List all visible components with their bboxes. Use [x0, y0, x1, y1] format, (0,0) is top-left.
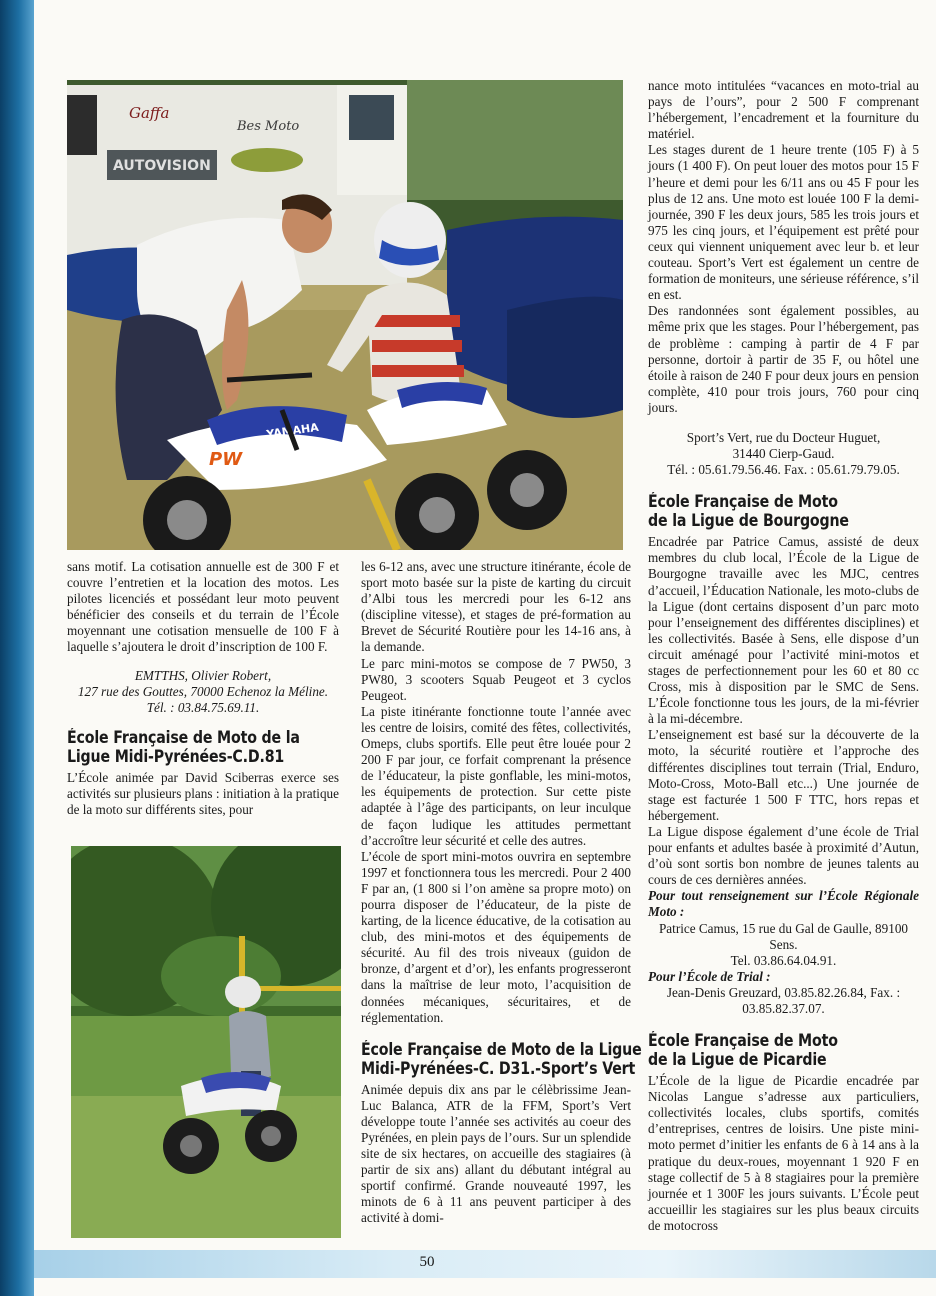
paragraph: Encadrée par Patrice Camus, assisté de deux membres du club local, l’École de la Ligue de Bourgogne travaille avec les MJC, centres d’accueil, l’Éducation Nationale, les moto-clubs de la Ligue (dont certains disposent d’un parc moto pour l’enseignement des différentes disciplines) et les collectivités. Basée à Sens, elle dispose d’un circuit aménagé pour l’activité mini-motos et stages de perfectionnement pour les 60 et 80 cc Cross, mis à disposition par le SMC de Sens. L’École fonctionne tous les jours, de la mi-février à la mi-décembre.: [648, 534, 919, 727]
phone-line: Tél. : 05.61.79.56.46. Fax. : 05.61.79.79.05.: [667, 462, 900, 478]
footer-band: [34, 1250, 936, 1278]
column-1: [67, 559, 339, 818]
van-autovision-text: AUTOVISION: [113, 158, 211, 174]
paragraph: L’École animée par David Sciberras exerce ses activités sur plusieurs plans : initiation à la pratique de la moto sur différents sites, pour: [67, 769, 339, 818]
paragraph: L’école de sport mini-motos ouvrira en septembre 1997 et fonctionnera tous les mercredi. Pour 2 400 F par an, (1 800 si l’on amène sa propre moto) on pourra disposer de l’éducateur, de la piste de karting, de la licence éducative, de la cotisation au club, des mini-motos et des équipements de sécurité. Au fil des trois niveaux (guidon de bronze, d’argent et d’or), les enfants progresseront dans la maîtrise de leur moto, l’acquisition de données mécaniques, sécuritaires, et de réglementation.: [361, 848, 631, 1025]
van-brand-text: Gaffa: [129, 104, 170, 122]
address-line: 31440 Cierp-Gaud.: [732, 446, 835, 462]
paragraph: L’enseignement est basé sur la découverte de la moto, la sécurité routière et l’approche des différentes disciplines tout terrain (Trial, Enduro, Moto-Cross, Moto-Ball etc...) Une journée de stage est facturée 1 500 F TTC, hors repas et hébergement.: [648, 727, 919, 823]
column-3: [648, 78, 919, 1234]
paragraph: sans motif. La cotisation annuelle est de 300 F et couvre l’entretien et la location des motos. Les pilotes licenciés et possédant leur moto peuvent bénéficier des conseils et du terrain de l’École moyennant une cotisation mensuelle de 100 F à laquelle s’ajoutera le droit d’inscription de 100 F.: [67, 559, 339, 655]
heading-line: Ligue Midi-Pyrénées-C.D.81: [67, 746, 285, 766]
contact-heading: Pour l’École de Trial :: [648, 968, 771, 984]
paragraph: Animée depuis dix ans par le célèbrissime Jean-Luc Balanca, ATR de la FFM, Sport’s Vert développe toute l’année ses activités au coeur des Pyrénées, en plein pays de l’ours. Sur un splendide site de six hectares, on accueille des stagiaires (à partir de six ans) allant du débutant intégral au sportif confirmé. Grande nouveauté 1997, les minots de 6 à 11 ans peuvent participer à des activité à domi-: [361, 1081, 631, 1226]
heading-line: École Française de Moto: [648, 1031, 838, 1051]
paragraph: La Ligue dispose également d’une école de Trial pour enfants et adultes basée à proximité d’Autun, d’où sont sortis bon nombre de jeunes talents au cours de ces dernières années.: [648, 823, 919, 888]
contact-line: Tel. 03.86.64.04.91.: [730, 952, 837, 968]
paragraph: les 6-12 ans, avec une structure itinérante, école de sport moto basée sur la piste de karting du circuit d’Albi tous les mercredi pour les 6-12 ans (discipline vitesse), et stages de pré-formation au Brevet de Sécurité Routière pour les 14-16 ans, à la demande.: [361, 559, 631, 655]
paragraph: La piste itinérante fonctionne toute l’année avec les centre de loisirs, comité des fêtes, collectivités, Omeps, clubs sportifs. Elle peut être louée pour 2 200 F par jour, ce forfait comprenant la présence de l’éducateur, la piste gonflable, les mini-motos, les équipements de protection. Sur cette piste adaptée à l’âge des participants, on leur inculque de façon ludique les attitudes permettant d’accroître leur sécurité et celle des autres.: [361, 703, 631, 848]
paragraph: Les stages durent de 1 heure trente (105 F) à 5 jours (1 400 F). On peut louer des motos pour 15 F l’heure et demi pour les 6/11 ans ou 45 F pour les plus de 12 ans. Une moto est louée 100 F la demi-journée, 390 F les deux jours, 585 les trois jours et 975 les cinq jours, et l’équipement est prêté pour ceux qui viennent uniquement avec leur b. et leur couteau. Sport’s Vert est également un centre de formation de moniteurs, une sérieuse référence, s’il en est.: [648, 142, 919, 303]
address-line: 127 rue des Gouttes, 70000 Echenoz la Méline.: [77, 683, 329, 699]
paragraph: Le parc mini-motos se compose de 7 PW50, 3 PW80, 3 scooters Squab Peugeot et 3 cyclos Peugeot.: [361, 655, 631, 703]
phone-line: Tél. : 03.84.75.69.11.: [146, 699, 260, 715]
contact-line: Jean-Denis Greuzard, 03.85.82.26.84, Fax. : 03.85.82.37.07.: [666, 984, 901, 1016]
van-logo-text: Bes Moto: [237, 119, 300, 134]
bike-model-text: PW: [209, 449, 243, 470]
section-heading: [648, 492, 881, 530]
bike-brand-text: YAMAHA: [265, 420, 320, 441]
contact-line: Patrice Camus, 15 rue du Gal de Gaulle, 89100 Sens.: [658, 920, 909, 952]
section-heading: [361, 1039, 642, 1078]
heading-line: École Française de Moto: [648, 492, 838, 512]
paragraph: Des randonnées sont également possibles, au même prix que les stages. Pour l’hébergement, pas de problème : camping à partir de 4 F par personne, dortoir à partir de 35 F, ou hôtel une étoile à raison de 240 F pour deux jours en pension complète, 410 pour trois jours, 760 pour cinq jours.: [648, 303, 919, 415]
heading-line: École Française de Moto de la: [67, 727, 300, 747]
heading-line: de la Ligue de Bourgogne: [648, 511, 849, 531]
photo-child-minibike: [71, 846, 341, 1238]
heading-line: École Française de Moto de la Ligue: [361, 1039, 642, 1059]
section-heading: [648, 1031, 881, 1069]
column-2: [361, 559, 642, 1227]
page-spine-band: [0, 0, 34, 1296]
address-line: EMTTHS, Olivier Robert,: [134, 667, 272, 683]
page-number: 50: [419, 1254, 435, 1270]
contact-heading: Pour tout renseignement sur l’École Régionale Moto :: [648, 888, 919, 920]
paragraph: nance moto intitulées “vacances en moto-trial au pays de l’ours”, pour 2 500 F comprenant l’hébergement, l’encadrement et la fourniture du matériel.: [648, 78, 919, 142]
photo-instructor-child-bikes: [67, 80, 623, 550]
address-line: Sport’s Vert, rue du Docteur Huguet,: [686, 429, 881, 445]
heading-line: Midi-Pyrénées-C. D31.-Sport’s Vert: [361, 1058, 636, 1078]
section-heading: [67, 728, 301, 766]
heading-line: de la Ligue de Picardie: [648, 1050, 827, 1070]
paragraph: L’École de la ligue de Picardie encadrée par Nicolas Langue s’adresse aux particuliers, collectivités locales, clubs sportifs, comités d’entreprises, centres de loisirs. Une piste mini-moto permet d’initier les enfants de 6 à 14 ans à la pratique du deux-roues, moyennant 1 920 F en stage collectif de 5 à 8 stagiaires pour la première journée et 1 300F les jours suivants. L’École peut accueillir les stagiaires sur les plus beaux circuits de motocross: [648, 1073, 919, 1233]
